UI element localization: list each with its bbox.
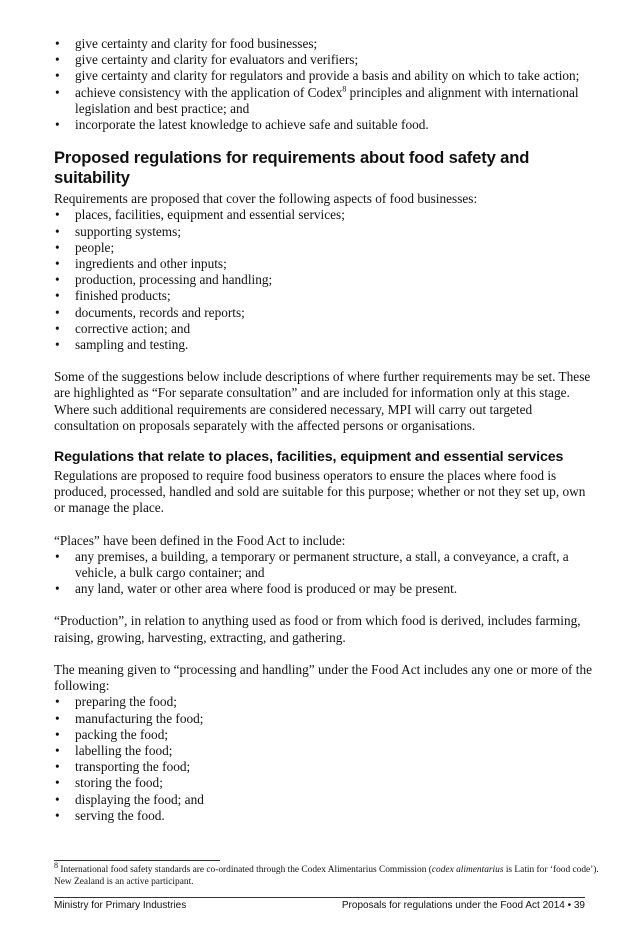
list-item: • give certainty and clarity for evaluators and verifiers;	[54, 52, 599, 68]
aspects-bullet-list	[54, 207, 599, 353]
list-item	[54, 85, 599, 117]
footnote-text-end: is Latin for ‘food code’). New Zealand is an active participant.	[54, 865, 599, 887]
list-item: • any land, water or other area where food is produced or may be present.	[54, 581, 599, 597]
list-item: • corrective action; and	[54, 321, 599, 337]
list-item: • sampling and testing.	[54, 337, 599, 353]
section-heading-places: Regulations that relate to places, facilities, equipment and essential services	[54, 449, 564, 466]
list-item: • production, processing and handling;	[54, 272, 599, 288]
list-item: • preparing the food;	[54, 694, 599, 710]
list-item: • serving the food.	[54, 808, 599, 824]
footnote	[54, 860, 599, 888]
list-item: • places, facilities, equipment and essential services;	[54, 207, 599, 223]
intro-bullet-list	[54, 36, 599, 133]
footnote-divider	[54, 860, 220, 861]
footnote-reference[interactable]: 8	[342, 84, 347, 94]
production-definition: “Production”, in relation to anything used as food or from which food is derived, includes farming, raising, growing, harvesting, extracting, and gathering.	[54, 613, 581, 645]
list-item: • incorporate the latest knowledge to achieve safe and suitable food.	[54, 117, 599, 133]
list-item: • ingredients and other inputs;	[54, 256, 599, 272]
places-bullet-list	[54, 549, 599, 598]
list-item: • people;	[54, 240, 599, 256]
list-item: • displaying the food; and	[54, 792, 599, 808]
section-intro: Requirements are proposed that cover the following aspects of food businesses:	[54, 191, 478, 207]
footnote-italic-term: codex alimentarius	[431, 865, 504, 875]
list-item: • supporting systems;	[54, 224, 599, 240]
list-item: • manufacturing the food;	[54, 711, 599, 727]
footer-divider	[54, 897, 585, 898]
list-item: • finished products;	[54, 288, 599, 304]
footnote-marker: 8	[54, 860, 58, 870]
list-item-text: achieve consistency with the application of Codex	[75, 84, 343, 100]
list-item: • documents, records and reports;	[54, 305, 599, 321]
list-item: • any premises, a building, a temporary or permanent structure, a stall, a conveyance, a craft, a vehicle, a bulk cargo container; and	[54, 549, 599, 581]
places-paragraph: Regulations are proposed to require food business operators to ensure the places where food is produced, processed, handled and sold are suitable for this purpose; whether or not they set up, own or manage the place.	[54, 468, 586, 516]
list-item: • transporting the food;	[54, 759, 599, 775]
section-heading-food-safety: Proposed regulations for requirements about food safety and suitability	[54, 148, 530, 188]
places-definition-intro: “Places” have been defined in the Food Act to include:	[54, 532, 346, 548]
page-body	[54, 36, 599, 824]
footnote-text: International food safety standards are co-ordinated through the Codex Alimentarius Commission (	[60, 865, 432, 875]
list-item: • storing the food;	[54, 775, 599, 791]
list-item-text: principles and alignment with international legislation and best practice; and	[75, 84, 579, 116]
separate-consultation-note: Some of the suggestions below include descriptions of where further requirements may be set. These are highlighted as “For separate consultation” and are included for information only at this stage. Where such additional requirements are considered necessary, MPI will carry out targeted consultation on proposals separately with the affected persons or organisations.	[54, 369, 591, 433]
footer-organisation: Ministry for Primary Industries	[54, 900, 187, 911]
list-item: • packing the food;	[54, 727, 599, 743]
footer-document-title-page-number: Proposals for regulations under the Food Act 2014 • 39	[341, 900, 585, 911]
page-footer	[54, 900, 585, 912]
list-item: • give certainty and clarity for food businesses;	[54, 36, 599, 52]
processing-bullet-list	[54, 694, 599, 824]
processing-definition-intro: The meaning given to “processing and handling” under the Food Act includes any one or more of the following:	[54, 661, 593, 694]
list-item: • give certainty and clarity for regulators and provide a basis and ability on which to take action;	[54, 68, 599, 84]
list-item: • labelling the food;	[54, 743, 599, 759]
